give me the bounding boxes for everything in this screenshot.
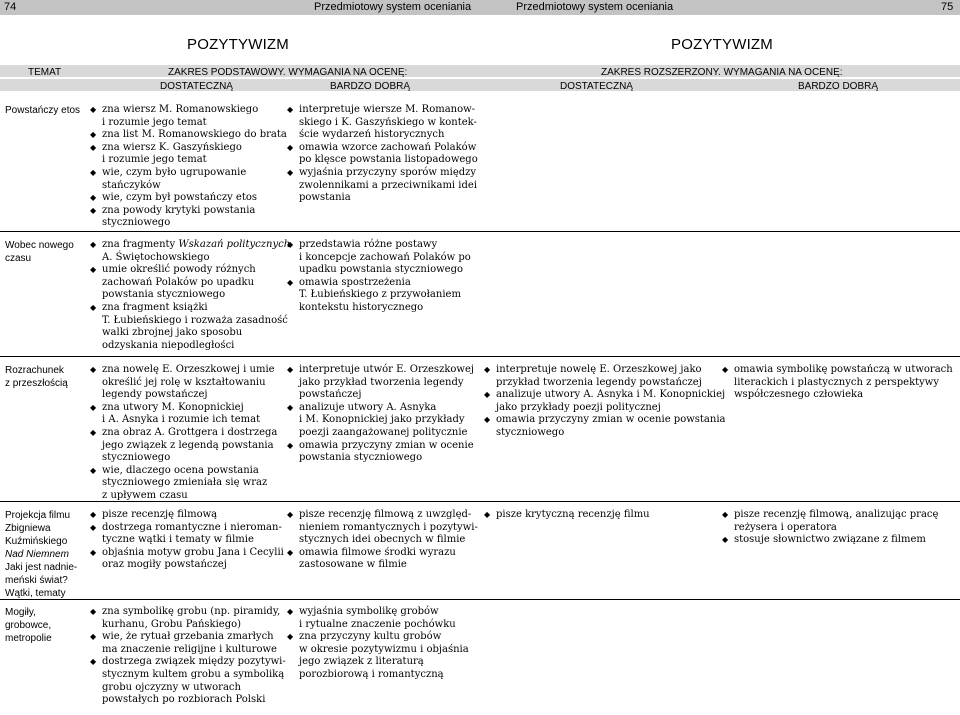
topic-cell — [5, 104, 83, 117]
requirements-bardzo-dobra-basic — [287, 509, 479, 572]
requirement-line: skiego i K. Gaszyńskiego w kontek- — [299, 116, 477, 128]
page-number-left: 74 — [4, 1, 17, 13]
requirement-line: ◆ analizuje utwory A. Asnyka i M. Konopnickiej — [496, 389, 726, 401]
requirement-item — [287, 606, 479, 631]
requirements-dostateczna-extended — [484, 509, 714, 522]
requirement-line: powstania styczniowego — [299, 452, 423, 464]
requirements-dostateczna-basic — [90, 606, 286, 707]
requirement-line: i koncepcje zachowań Polaków po — [299, 251, 471, 263]
requirement-item — [90, 301, 288, 352]
requirement-item — [90, 427, 282, 465]
requirement-line: ◆ omawia symbolikę powstańczą w utworach — [734, 364, 953, 375]
requirement-item — [484, 414, 726, 439]
requirement-line: i rozumie jego temat — [102, 154, 207, 166]
requirement-line: ◆ zna fragment książki — [102, 301, 208, 313]
requirement-item — [90, 465, 282, 503]
requirement-line: styczniowego — [102, 452, 171, 464]
requirement-item — [287, 104, 479, 142]
requirement-line: i rytualne znaczenie pochówku — [299, 618, 456, 630]
requirement-item — [287, 364, 479, 402]
requirement-line: ◆ wyjaśnia przyczyny sporów między — [299, 166, 477, 178]
requirement-item — [90, 606, 282, 631]
row-divider — [0, 231, 960, 232]
requirement-line: jego związek z literaturą — [299, 656, 424, 668]
requirement-line: ◆ zna przyczyny kultu grobów — [299, 631, 442, 643]
section-title-right: POZYTYWIZM — [671, 36, 773, 53]
requirement-item — [484, 364, 714, 389]
grade-header-bardzo-dobra-basic: BARDZO DOBRĄ — [330, 81, 411, 92]
requirement-line: określić jej rolę w kształtowaniu — [102, 376, 266, 388]
requirement-item — [287, 440, 479, 465]
section-title-left: POZYTYWIZM — [187, 36, 289, 53]
requirement-item — [90, 364, 282, 402]
requirement-line: walki zbrojnej jako sposobu — [102, 327, 243, 339]
requirement-line: ście wydarzeń historycznych — [299, 129, 445, 141]
requirement-line: i A. Asnyka i rozumie ich temat — [102, 414, 261, 426]
topic-cell — [5, 606, 83, 645]
running-header — [0, 0, 960, 15]
requirement-line: ◆ interpretuje nowelę E. Orzeszkowej jako — [496, 364, 702, 375]
topic-cell — [5, 364, 83, 390]
requirement-item — [90, 264, 282, 302]
requirement-line: po klęsce powstania listopadowego — [299, 154, 478, 166]
topic-line-italic: Nad Niemnem — [5, 549, 69, 560]
requirement-line: ◆ omawia przyczyny zmian w ocenie powstania — [496, 414, 726, 426]
requirement-line: ◆ interpretuje wiersze M. Romanow- — [299, 104, 476, 115]
requirement-item — [287, 631, 479, 681]
requirement-line: ◆ umie określić powody różnych — [102, 264, 256, 276]
requirement-line: ◆ zna wiersz K. Gaszyńskiego — [102, 141, 242, 153]
requirements-bardzo-dobra-basic — [287, 364, 479, 465]
requirement-item — [287, 142, 479, 167]
requirement-line: stycznych idei obecnych w filmie — [299, 534, 466, 546]
requirement-line: poezji zaangażowanej politycznie — [299, 426, 468, 438]
requirement-line: porozbiorową i romantyczną — [299, 668, 444, 680]
requirement-line: ◆ zna utwory M. Konopnickiej — [102, 401, 244, 413]
requirement-line: ◆ omawia spostrzeżenia — [299, 276, 411, 288]
requirement-item — [287, 547, 479, 572]
requirement-line: ◆ analizuje utwory A. Asnyka — [299, 401, 437, 413]
requirement-line: styczniowego zmieniała się wraz — [102, 477, 268, 489]
requirement-line: ◆ dostrzega romantyczne i nieroman- — [102, 521, 282, 533]
row-divider — [0, 356, 960, 357]
topic-line: z przeszłością — [5, 378, 68, 389]
requirement-line: ◆ stosuje słownictwo związane z filmem — [734, 534, 926, 546]
requirement-item — [722, 534, 956, 547]
requirement-item — [90, 509, 282, 522]
requirement-line: styczniowego — [496, 426, 565, 438]
running-title-right: Przedmiotowy system oceniania — [516, 1, 674, 13]
requirement-line: ◆ zna nowelę E. Orzeszkowej i umie — [102, 364, 275, 375]
requirement-line: ◆ omawia filmowe środki wyrazu — [299, 546, 456, 558]
topic-cell — [5, 239, 83, 265]
requirement-line: literackich i plastycznych z perspektywy — [734, 376, 940, 388]
requirement-item — [287, 509, 479, 547]
topic-line: Jaki jest nadnie- — [5, 562, 78, 573]
requirement-item — [90, 192, 280, 205]
topic-line: Wątki, tematy — [5, 588, 66, 599]
topic-line: Zbigniewa — [5, 523, 51, 534]
topic-line: Kuźmińskiego — [5, 536, 68, 547]
requirement-item — [287, 402, 479, 440]
topic-line: grobowce, — [5, 620, 52, 631]
requirement-line: upadku powstania styczniowego — [299, 264, 463, 276]
requirement-line: w okresie pozytywizmu i objaśnia — [299, 643, 469, 655]
requirements-bardzo-dobra-extended — [722, 509, 956, 547]
requirement-item — [90, 205, 280, 230]
requirement-line: legendy powstańczej — [102, 389, 208, 401]
requirement-line: nieniem romantycznych i pozytywi- — [299, 521, 478, 533]
requirement-line: powstańczej — [299, 389, 362, 401]
requirement-line: zna fragmenty — [102, 239, 179, 250]
topic-line: Powstańczy etos — [5, 105, 81, 116]
grade-header-dostateczna-basic: DOSTATECZNĄ — [160, 81, 233, 92]
requirement-line: powstania — [299, 192, 351, 204]
page-number-right: 75 — [941, 1, 954, 13]
requirement-line: ma znaczenie religijne i kulturowe — [102, 643, 277, 655]
topic-line: Wobec nowego — [5, 240, 74, 251]
requirement-line: kontekstu historycznego — [299, 301, 424, 313]
requirement-line: ◆ zna symbolikę grobu (np. piramidy, — [102, 606, 281, 617]
grade-header-bardzo-dobra-extended: BARDZO DOBRĄ — [798, 81, 879, 92]
requirement-line: ◆ pisze recenzję filmową, analizując pracę — [734, 509, 939, 520]
requirements-dostateczna-basic — [90, 239, 291, 352]
requirement-item — [722, 509, 956, 534]
requirement-item — [287, 239, 479, 277]
topic-line: Rozrachunek — [5, 365, 64, 376]
requirements-dostateczna-basic — [90, 364, 282, 503]
requirement-line: jako przykład tworzenia legendy — [299, 376, 464, 388]
requirement-line: z upływem czasu — [102, 489, 188, 501]
requirement-item — [90, 547, 282, 572]
requirements-dostateczna-basic — [90, 104, 287, 230]
requirement-line: T. Łubieńskiego z przywołaniem — [299, 289, 461, 301]
row-divider — [0, 599, 960, 600]
requirement-line: powstałych po rozbiorach Polski — [102, 694, 266, 706]
column-header-temat: TEMAT — [28, 67, 62, 78]
requirement-line: współczesnego człowieka — [734, 389, 864, 401]
requirement-line: ◆ interpretuje utwór E. Orzeszkowej — [299, 364, 474, 375]
requirement-line: stańczyków — [102, 179, 161, 191]
requirement-item — [90, 402, 282, 427]
requirement-line: ◆ wie, czym było ugrupowanie — [102, 166, 247, 178]
topic-line: czasu — [5, 253, 32, 264]
requirement-line: ◆ zna obraz A. Grottgera i dostrzega — [102, 426, 278, 438]
requirement-item — [287, 277, 479, 315]
requirement-line: ◆ zna powody krytyki powstania — [102, 204, 256, 216]
requirements-dostateczna-basic — [90, 509, 282, 572]
requirement-item — [722, 364, 956, 402]
requirement-line: kurhanu, Grobu Pańskiego) — [102, 618, 242, 630]
requirement-line: i rozumie jego temat — [102, 116, 207, 128]
requirement-line: ◆ wyjaśnia symbolikę grobów — [299, 606, 439, 617]
requirements-dostateczna-extended — [484, 364, 726, 440]
requirement-line: zwolennikami a przeciwnikami idei — [299, 179, 478, 191]
topic-cell — [5, 509, 83, 600]
requirement-item — [90, 656, 286, 706]
requirement-item — [287, 167, 479, 205]
requirement-line: ◆ wie, dlaczego ocena powstania — [102, 464, 259, 476]
requirement-item — [90, 167, 280, 192]
requirement-line: i M. Konopnickiej jako przykłady — [299, 414, 465, 426]
requirement-line: zastosowane w filmie — [299, 559, 407, 571]
requirement-line: ◆ pisze recenzję filmową z uwzględ- — [299, 509, 472, 520]
requirement-item — [90, 239, 291, 264]
requirement-item — [90, 631, 282, 656]
requirement-line: A. Świętochowskiego — [102, 251, 210, 263]
topic-line: Mogiły, — [5, 607, 36, 618]
requirement-line: reżysera i operatora — [734, 521, 837, 533]
requirements-bardzo-dobra-basic — [287, 239, 479, 315]
requirement-line: T. Łubieńskiego i rozważa zasadność — [102, 314, 288, 326]
requirement-item — [484, 509, 714, 522]
requirement-line: ◆ omawia wzorce zachowań Polaków — [299, 141, 477, 153]
grade-header-dostateczna-extended: DOSTATECZNĄ — [560, 81, 633, 92]
requirement-title-italic: Wskazań politycznych — [178, 239, 291, 250]
requirements-bardzo-dobra-basic — [287, 606, 479, 682]
requirement-line: odzyskania niepodległości — [102, 339, 235, 351]
column-header-scope-extended: ZAKRES ROZSZERZONY. WYMAGANIA NA OCENĘ: — [601, 67, 843, 78]
requirement-line: ◆ pisze recenzję filmową — [102, 509, 218, 520]
topic-line: metropolie — [5, 633, 52, 644]
requirement-line: ◆ pisze krytyczną recenzję filmu — [496, 509, 650, 520]
requirement-item — [90, 104, 280, 129]
requirement-line: ◆ zna list M. Romanowskiego do brata — [102, 129, 287, 141]
requirement-item — [90, 142, 280, 167]
requirement-line: ◆ przedstawia różne postawy — [299, 239, 438, 250]
requirement-line: ◆ wie, że rytuał grzebania zmarłych — [102, 631, 274, 643]
requirement-line: ◆ dostrzega związek między pozytywi- — [102, 656, 286, 668]
requirement-line: styczniowego — [102, 217, 171, 229]
requirement-line: jego związek z legendą powstania — [102, 439, 274, 451]
requirement-item — [484, 389, 726, 414]
requirement-line: stycznym kultem grobu a symboliką — [102, 668, 285, 680]
requirement-line: grobu ojczyzny w utworach — [102, 681, 241, 693]
requirement-line: zachowań Polaków po upadku — [102, 276, 255, 288]
requirement-item — [90, 522, 282, 547]
running-title-left: Przedmiotowy system oceniania — [314, 1, 472, 13]
topic-line: Projekcja filmu — [5, 510, 71, 521]
column-header-scope-basic: ZAKRES PODSTAWOWY. WYMAGANIA NA OCENĘ: — [168, 67, 408, 78]
requirement-line: oraz mogiły powstańczej — [102, 559, 227, 571]
requirements-bardzo-dobra-extended — [722, 364, 956, 402]
requirement-line: powstania styczniowego — [102, 289, 226, 301]
requirement-line: tyczne wątki i tematy w filmie — [102, 534, 254, 546]
requirement-item — [90, 129, 287, 142]
requirement-line: przykład tworzenia legendy powstańczej — [496, 376, 702, 388]
requirement-line: jako przykłady poezji politycznej — [496, 401, 661, 413]
requirements-bardzo-dobra-basic — [287, 104, 479, 205]
requirement-line: ◆ wie, czym był powstańczy etos — [102, 192, 258, 204]
requirement-line: ◆ zna wiersz M. Romanowskiego — [102, 104, 259, 115]
requirement-line: ◆ objaśnia motyw grobu Jana i Cecylii — [102, 546, 284, 558]
topic-line: meński świat? — [5, 575, 68, 586]
requirement-line: ◆ omawia przyczyny zmian w ocenie — [299, 439, 474, 451]
